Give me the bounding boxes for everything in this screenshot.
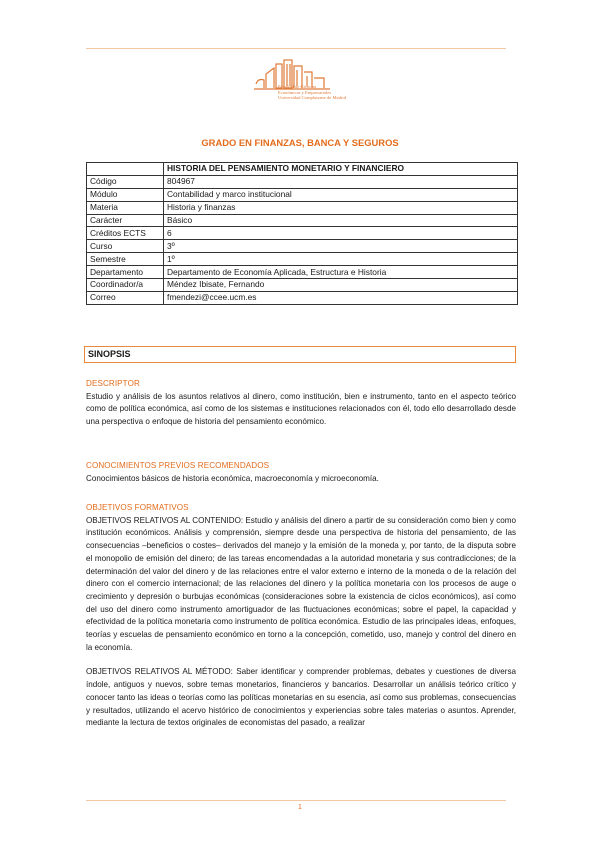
table-row [87,279,518,292]
logo-line: Facultad de Ciencias [278,84,317,89]
row-value: Méndez Ibisate, Fernando [164,279,518,292]
row-value: 804967 [164,175,518,188]
degree-title: GRADO EN FINANZAS, BANCA Y SEGUROS [201,137,399,148]
row-label: Coordinador/a [87,279,164,292]
objetivos-section [86,502,516,730]
table-row [87,201,518,214]
row-value: Básico [164,214,518,227]
header-rule [86,48,506,49]
objetivos-contenido-text: OBJETIVOS RELATIVOS AL CONTENIDO: Estudio y análisis del dinero a partir de su consideración como bien y como institución económicos. Análisis y comprensión, siempre desde una perspectiva de historia del pensamiento, de las consecuencias –beneficios o costes– derivados del manejo y la emisión de la moneda y, por tanto, de la disputa sobre el monopolio de emisión del dinero; de las tareas encomendadas a la autoridad monetaria y sus contradicciones; de la determinación del valor del dinero y de las relaciones entre el valor externo e interno de la moneda o de la relación del dinero con el comercio internacional; de las relaciones del dinero y la política monetaria con los procesos de auge o crecimiento y depresión o burbujas económicas (consideraciones sobre la existencia de ciclos económicos), así como del uso del dinero como instrumento amortiguador de las fluctuaciones económicas; sobre el papel, la capacidad y efectividad de la política monetaria como instrumento de política económica. Estudio de las principales ideas, enfoques, teorías y escuelas de pensamiento económico en torno a la concepción, cometido, uso, manejo y control del dinero en la economía. [86,515,516,652]
descriptor-text: Estudio y análisis de los asuntos relativos al dinero, como institución, bien e instrumento, tanto en el aspecto teórico como de política económica, así como de los sistemas e instituciones relacionados con él, todo ello desarrollado desde una perspectiva o enfoque de historia del pensamiento económico. [86,391,516,427]
row-value: 6 [164,227,518,240]
row-label: Carácter [87,214,164,227]
table-header-row [87,163,518,176]
conocimientos-text: Conocimientos básicos de historia económica, macroeconomía y microeconomía. [86,473,379,483]
table-row [87,266,518,279]
row-label: Correo [87,291,164,304]
row-value: 1º [164,253,518,266]
table-row [87,214,518,227]
row-label: Departamento [87,266,164,279]
logo-line: Económicas y Empresariales [278,89,332,95]
descriptor-section [86,378,516,429]
table-cell-empty [87,163,164,176]
row-value: Departamento de Economía Aplicada, Estructura e Historia [164,266,518,279]
objetivos-metodo-text: OBJETIVOS RELATIVOS AL MÉTODO: Saber identificar y comprender problemas, debates y cuestiones de diversa índole, antiguos y nuevos, sobre temas monetarios, financieros y bancarios. Desarrollar un análisis teórico crítico y conocer tanto las ideas o teorías como las políticas monetarias en su esencia, así como sus problemas, consecuencias y resultados, utilizando el acervo histórico de conocimientos y experiencias sobre tales materias o asuntos. Aprender, mediante la lectura de textos originales de economistas del pasado, a realizar [86,667,516,728]
row-value: 3º [164,240,518,253]
course-info-table [86,162,518,305]
row-value: Contabilidad y marco institucional [164,188,518,201]
row-label: Curso [87,240,164,253]
table-row [87,240,518,253]
table-row [87,188,518,201]
objetivos-heading: OBJETIVOS FORMATIVOS [86,503,189,512]
table-row [87,291,518,304]
table-row [87,175,518,188]
table-row [87,253,518,266]
table-row [87,227,518,240]
row-label: Créditos ECTS [87,227,164,240]
page-number: 1 [298,804,302,811]
row-value: Historia y finanzas [164,201,518,214]
row-label: Código [87,175,164,188]
row-label: Materia [87,201,164,214]
row-label: Módulo [87,188,164,201]
conocimientos-heading: CONOCIMIENTOS PREVIOS RECOMENDADOS [86,461,270,470]
footer-rule [86,800,506,801]
email-link[interactable]: fmendezi@ccee.ucm.es [164,291,518,304]
row-label: Semestre [87,253,164,266]
descriptor-heading: DESCRIPTOR [86,379,140,388]
conocimientos-section [86,460,516,485]
faculty-logo-text [278,84,346,101]
course-title: HISTORIA DEL PENSAMIENTO MONETARIO Y FINANCIERO [164,163,518,176]
logo-line: Universidad Complutense de Madrid [278,95,347,101]
sinopsis-heading: SINOPSIS [84,346,516,363]
